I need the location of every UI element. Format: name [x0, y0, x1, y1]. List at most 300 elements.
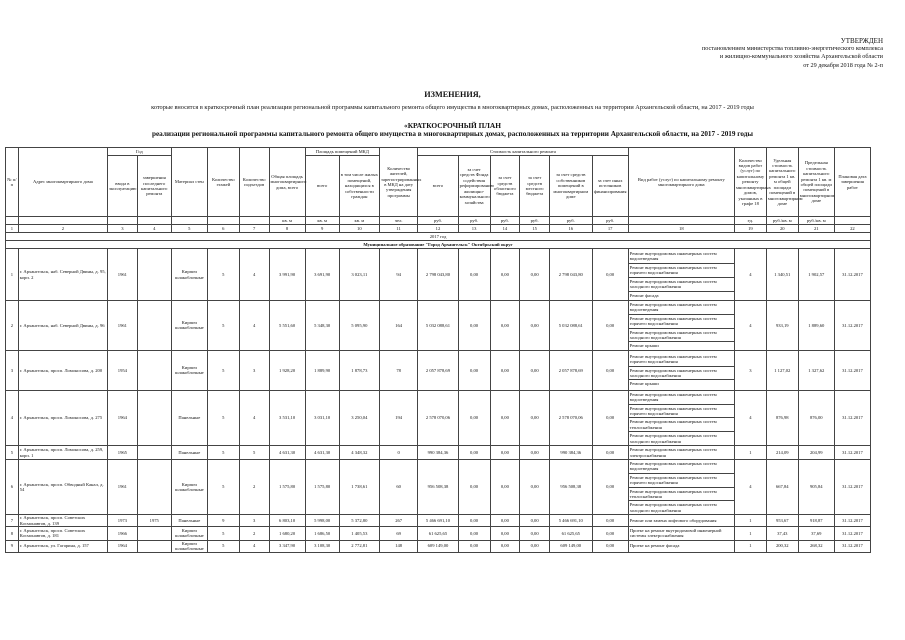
- work-item: Проект на ремонт фасада: [629, 543, 680, 549]
- cell-local: 0,00: [520, 540, 550, 552]
- cell-unit: 37,43: [766, 526, 798, 540]
- cell-date: 31.12.2017: [834, 249, 870, 301]
- cell-date: 31.12.2017: [834, 459, 870, 514]
- cell-unit: 1 127,02: [766, 350, 798, 390]
- table-body: [6, 249, 871, 553]
- cell-address: г. Архангельск, наб. Северной Двины, д. 96: [18, 301, 107, 351]
- work-item: Ремонт крыши: [629, 381, 659, 387]
- column-number: 16: [550, 225, 593, 233]
- cell-n: 1: [6, 249, 19, 301]
- cell-unit: 200,32: [766, 540, 798, 552]
- cell-people: 164: [380, 301, 418, 351]
- unit-cell: руб.: [458, 217, 490, 225]
- cell-local: 0,00: [520, 446, 550, 460]
- cell-date: 31.12.2017: [834, 446, 870, 460]
- cell-date: 31.12.2017: [834, 350, 870, 390]
- column-number: 2: [18, 225, 107, 233]
- cell-max: 37,69: [798, 526, 834, 540]
- cell-living: 1 738,61: [339, 459, 379, 514]
- cell-floors: 5: [207, 390, 239, 445]
- cell-floors: 5: [207, 446, 239, 460]
- unit-cell: чел.: [380, 217, 418, 225]
- approval-heading: УТВЕРЖДЕН: [840, 37, 883, 45]
- works-cell: [628, 301, 734, 351]
- works-cell: [628, 350, 734, 390]
- cell-owners: 5 466 691,10: [550, 515, 593, 527]
- column-number: 13: [458, 225, 490, 233]
- cell-fund: 0,00: [458, 459, 490, 514]
- cell-other: 0,00: [592, 459, 628, 514]
- cell-zav: [137, 249, 171, 301]
- header-entrances: Количество подъездов: [239, 148, 269, 217]
- cell-wc: 1: [734, 446, 766, 460]
- cell-all: 1 575,80: [305, 459, 339, 514]
- cell-fund: 0,00: [458, 249, 490, 301]
- cell-living: 5 095,90: [339, 301, 379, 351]
- cell-total: 1 575,80: [269, 459, 305, 514]
- cell-wc: 4: [734, 301, 766, 351]
- work-item: Ремонт внутридомовых инженерных систем водоотведения: [629, 391, 734, 405]
- cell-total: 3 531,10: [269, 390, 305, 445]
- cell-local: 0,00: [520, 526, 550, 540]
- work-item: Ремонт внутридомовых инженерных систем водоотведения: [629, 301, 734, 315]
- plan-title: «КРАТКОСРОЧНЫЙ ПЛАН: [404, 121, 501, 130]
- works-cell: [628, 446, 734, 460]
- work-item: Ремонт внутридомовых инженерных систем теплоснабжения: [629, 488, 734, 502]
- cell-floors: 5: [207, 540, 239, 552]
- cell-material: Кирпич шлакоблочные: [171, 350, 207, 390]
- table-row: [6, 390, 871, 445]
- header-residents: Количество жителей, зарегистрированных в МКД на дату утверждения программы: [380, 148, 418, 217]
- table-row: [6, 301, 871, 351]
- cell-people: 148: [380, 540, 418, 552]
- column-number: 18: [628, 225, 734, 233]
- cell-owners: 990 384,36: [550, 446, 593, 460]
- cell-other: 0,00: [592, 301, 628, 351]
- column-number: 6: [207, 225, 239, 233]
- header-cost-local: за счет средств местного бюджета: [520, 156, 550, 217]
- cell-region: 0,00: [490, 390, 520, 445]
- cell-cost: 5 466 691,10: [418, 515, 458, 527]
- work-item: Ремонт внутридомовых инженерных систем холодного водоснабжения: [629, 329, 734, 343]
- cell-n: 3: [6, 350, 19, 390]
- cell-material: Панельные: [171, 446, 207, 460]
- cell-zav: 1975: [137, 515, 171, 527]
- cell-people: 0: [380, 446, 418, 460]
- cell-all: 5 348,30: [305, 301, 339, 351]
- cell-total: 3 991,90: [269, 249, 305, 301]
- plan-table: [5, 147, 871, 553]
- cell-other: 0,00: [592, 446, 628, 460]
- cell-wc: 4: [734, 249, 766, 301]
- cell-other: 0,00: [592, 526, 628, 540]
- header-cost-total: всего: [418, 156, 458, 217]
- work-item: Ремонт внутридомовых инженерных систем горячего водоснабжения: [629, 405, 734, 419]
- cell-local: 0,00: [520, 459, 550, 514]
- cell-n: 6: [6, 459, 19, 514]
- unit-cell: руб.: [490, 217, 520, 225]
- table-row: [6, 540, 871, 552]
- cell-cost: 2 578 070,06: [418, 390, 458, 445]
- cell-local: 0,00: [520, 515, 550, 527]
- cell-date: 31.12.2017: [834, 301, 870, 351]
- cell-vvod: 1954: [108, 350, 138, 390]
- cell-max: 204,99: [798, 446, 834, 460]
- cell-unit: 933,19: [766, 301, 798, 351]
- column-number: 21: [798, 225, 834, 233]
- cell-all: 1 889,90: [305, 350, 339, 390]
- approval-line: от 29 декабря 2018 года № 2-п: [803, 61, 883, 69]
- plan-subtitle: реализации региональной программы капитального ремонта общего имущества в многоквартирных домах, расположенных на территории Архангельской области, на 2017 - 2019 годы: [151, 130, 753, 138]
- cell-address: г. Архангельск, просп. Ломоносова, д. 275: [18, 390, 107, 445]
- header-floors: Количество этажей: [207, 148, 239, 217]
- cell-entr: 4: [239, 301, 269, 351]
- cell-n: 8: [6, 526, 19, 540]
- cell-address: г. Архангельск, наб. Северной Двины, д. 95, корп. 2: [18, 249, 107, 301]
- cell-total: 1 928,20: [269, 350, 305, 390]
- cell-floors: 5: [207, 459, 239, 514]
- unit-cell: кв. м: [339, 217, 379, 225]
- cell-people: 60: [380, 459, 418, 514]
- works-cell: [628, 526, 734, 540]
- cell-vvod: 1961: [108, 249, 138, 301]
- work-item: Ремонт внутридомовых инженерных систем горячего водоснабжения: [629, 474, 734, 488]
- cell-max: 1 327,62: [798, 350, 834, 390]
- cell-region: 0,00: [490, 459, 520, 514]
- work-item: Ремонт внутридомовых инженерных систем горячего водоснабжения: [629, 264, 734, 278]
- cell-vvod: 1961: [108, 301, 138, 351]
- work-item: Ремонт внутридомовых инженерных систем водоотведения: [629, 250, 734, 264]
- cell-wc: 1: [734, 515, 766, 527]
- works-cell: [628, 390, 734, 445]
- work-item: Ремонт или замена лифтового оборудования: [629, 517, 717, 523]
- header-cost-other: за счет иных источников финансирования: [592, 156, 628, 217]
- cell-unit: 1 340,51: [766, 249, 798, 301]
- column-number: 9: [305, 225, 339, 233]
- cell-cost: 990 384,36: [418, 446, 458, 460]
- cell-living: 3 023,11: [339, 249, 379, 301]
- cell-vvod: 1961: [108, 459, 138, 514]
- document-subtitle: которые вносятся в краткосрочный план реализации региональной программы капитального ремонта общего имущества в многоквартирных домах, расположенных на территории Архангельской области, на 2017 - 2019 годы: [151, 104, 754, 111]
- cell-unit: 953,67: [766, 515, 798, 527]
- cell-total: 6 803,10: [269, 515, 305, 527]
- work-item: Ремонт внутридомовых инженерных систем холодного водоснабжения: [629, 502, 717, 513]
- unit-cell: руб./кв. м: [798, 217, 834, 225]
- cell-owners: 5 032 088,61: [550, 301, 593, 351]
- cell-wc: 1: [734, 526, 766, 540]
- unit-cell: руб.: [592, 217, 628, 225]
- document-title: ИЗМЕНЕНИЯ,: [424, 90, 481, 99]
- cell-fund: 0,00: [458, 526, 490, 540]
- column-number: 8: [269, 225, 305, 233]
- cell-all: 1 686,50: [305, 526, 339, 540]
- cell-floors: 9: [207, 515, 239, 527]
- cell-total: 4 631,30: [269, 446, 305, 460]
- works-cell: [628, 540, 734, 552]
- cell-people: 267: [380, 515, 418, 527]
- cell-region: 0,00: [490, 526, 520, 540]
- work-item: Ремонт внутридомовых инженерных систем электроснабжения: [629, 447, 717, 458]
- cell-max: 876,00: [798, 390, 834, 445]
- table-row: [6, 249, 871, 301]
- cell-region: 0,00: [490, 301, 520, 351]
- column-number: 14: [490, 225, 520, 233]
- year-row: 2017 год: [6, 233, 871, 241]
- header-unit-cost: Удельная стоимость капитального ремонта 1 кв. м общей площади помещений в многоквартирном доме: [766, 148, 798, 217]
- column-number: 17: [592, 225, 628, 233]
- cell-owners: 61 625,65: [550, 526, 593, 540]
- cell-cost: 5 032 088,61: [418, 301, 458, 351]
- approval-line: постановлением министерства топливно-энергетического комплекса: [701, 45, 883, 53]
- cell-floors: 5: [207, 301, 239, 351]
- cell-address: г. Архангельск, ул. Гагарина, д. 157: [18, 540, 107, 552]
- cell-date: 31.12.2017: [834, 390, 870, 445]
- header-works-count: Количество видов работ (услуг) по капитальному ремонту многоквартирных домов, указанных в графе 18: [734, 148, 766, 217]
- column-number: 3: [108, 225, 138, 233]
- header-num: № п/п: [6, 148, 19, 217]
- cell-fund: 0,00: [458, 390, 490, 445]
- cell-max: 1 902,57: [798, 249, 834, 301]
- cell-max: 1 889,60: [798, 301, 834, 351]
- cell-address: г. Архангельск, просп. Ломоносова, д. 259, корп. 1: [18, 446, 107, 460]
- works-cell: [628, 249, 734, 301]
- work-item: Ремонт фасада: [629, 292, 659, 298]
- cell-local: 0,00: [520, 390, 550, 445]
- cell-all: 5 998,00: [305, 515, 339, 527]
- cell-living: 4 348,32: [339, 446, 379, 460]
- cell-n: 9: [6, 540, 19, 552]
- cell-region: 0,00: [490, 249, 520, 301]
- column-number: 5: [171, 225, 207, 233]
- cell-all: 3 108,30: [305, 540, 339, 552]
- cell-wc: 4: [734, 390, 766, 445]
- cell-unit: 876,98: [766, 390, 798, 445]
- header-works: Вид работ (услуг) по капитальному ремонту многоквартирного дома: [628, 148, 734, 217]
- cell-wc: 1: [734, 540, 766, 552]
- cell-living: 1 878,73: [339, 350, 379, 390]
- table-row: [6, 350, 871, 390]
- cell-entr: 2: [239, 459, 269, 514]
- header-cost-group: Стоимость капитального ремонта: [418, 148, 628, 156]
- cell-material: Кирпич шлакоблочные: [171, 301, 207, 351]
- column-number: 22: [834, 225, 870, 233]
- works-cell: [628, 515, 734, 527]
- cell-total: 1 680,20: [269, 526, 305, 540]
- cell-zav: [137, 459, 171, 514]
- cell-unit: 214,09: [766, 446, 798, 460]
- cell-fund: 0,00: [458, 350, 490, 390]
- cell-entr: 5: [239, 446, 269, 460]
- cell-fund: 0,00: [458, 446, 490, 460]
- cell-people: 194: [380, 390, 418, 445]
- cell-material: Кирпич шлакоблочные: [171, 459, 207, 514]
- cell-address: г. Архангельск, просп. Обводный Канал, д. 54: [18, 459, 107, 514]
- header-zaversh: завершения последнего капитального ремонта: [137, 156, 171, 217]
- cell-date: 31.12.2017: [834, 526, 870, 540]
- cell-owners: 2 057 878,69: [550, 350, 593, 390]
- cell-entr: 3: [239, 515, 269, 527]
- cell-cost: 61 625,65: [418, 526, 458, 540]
- cell-living: 2 772,81: [339, 540, 379, 552]
- work-item: Ремонт крыши: [629, 343, 659, 349]
- cell-vvod: 1964: [108, 390, 138, 445]
- cell-address: г. Архангельск, просп. Советских Космонавтов, д. 139: [18, 515, 107, 527]
- cell-vvod: 1973: [108, 515, 138, 527]
- cell-vvod: 1964: [108, 540, 138, 552]
- unit-cell: руб.: [418, 217, 458, 225]
- cell-other: 0,00: [592, 540, 628, 552]
- approval-block: [702, 37, 883, 70]
- cell-total: 3 347,90: [269, 540, 305, 552]
- column-number: 20: [766, 225, 798, 233]
- cell-zav: [137, 390, 171, 445]
- work-item: Ремонт внутридомовых инженерных систем водоотведения: [629, 460, 734, 474]
- column-number: 15: [520, 225, 550, 233]
- column-number: 11: [380, 225, 418, 233]
- cell-entr: 4: [239, 390, 269, 445]
- column-number: 10: [339, 225, 379, 233]
- cell-max: 268,32: [798, 540, 834, 552]
- header-cost-owners: за счет средств собственников помещений в многоквартирном доме: [550, 156, 593, 217]
- municipality-row: Муниципальное образование "Город Архангельск" Октябрьский округ: [6, 241, 871, 249]
- cell-date: 31.12.2017: [834, 540, 870, 552]
- header-cost-region: за счет средств областного бюджета: [490, 156, 520, 217]
- cell-floors: 5: [207, 526, 239, 540]
- unit-cell: руб.: [550, 217, 593, 225]
- cell-cost: 2 798 043,80: [418, 249, 458, 301]
- cell-other: 0,00: [592, 515, 628, 527]
- cell-unit: 667,84: [766, 459, 798, 514]
- cell-owners: 2 578 070,06: [550, 390, 593, 445]
- cell-vvod: 1965: [108, 446, 138, 460]
- cell-n: 4: [6, 390, 19, 445]
- column-number: 7: [239, 225, 269, 233]
- cell-material: Кирпич шлакоблочные: [171, 540, 207, 552]
- header-deadline: Плановая дата завершения работ: [834, 148, 870, 217]
- approval-line: и жилищно-коммунального хозяйства Архангельской области: [719, 53, 883, 61]
- cell-owners: 2 798 043,80: [550, 249, 593, 301]
- cell-n: 2: [6, 301, 19, 351]
- cell-fund: 0,00: [458, 301, 490, 351]
- cell-wc: 4: [734, 459, 766, 514]
- works-cell: [628, 459, 734, 514]
- table-row: [6, 446, 871, 460]
- cell-region: 0,00: [490, 540, 520, 552]
- column-number: 1: [6, 225, 19, 233]
- cell-region: 0,00: [490, 515, 520, 527]
- table-row: [6, 459, 871, 514]
- header-cost-fund: за счет средств Фонда содействия реформированию жилищно-коммунального хозяйства: [458, 156, 490, 217]
- cell-cost: 609 149,00: [418, 540, 458, 552]
- cell-other: 0,00: [592, 390, 628, 445]
- cell-living: 3 250,04: [339, 390, 379, 445]
- cell-owners: 609 149,00: [550, 540, 593, 552]
- cell-zav: [137, 540, 171, 552]
- cell-people: 78: [380, 350, 418, 390]
- cell-living: 5 372,80: [339, 515, 379, 527]
- work-item: Ремонт внутридомовых инженерных систем горячего водоснабжения: [629, 353, 734, 367]
- cell-material: Кирпич шлакоблочные: [171, 249, 207, 301]
- cell-owners: 956 508,38: [550, 459, 593, 514]
- cell-region: 0,00: [490, 446, 520, 460]
- column-number: 19: [734, 225, 766, 233]
- header-material: Материал стен: [171, 148, 207, 217]
- cell-material: Панельные: [171, 515, 207, 527]
- table-row: [6, 515, 871, 527]
- cell-people: 69: [380, 526, 418, 540]
- cell-floors: 5: [207, 350, 239, 390]
- header-address: Адрес многоквартирного дома: [18, 148, 107, 217]
- header-max-cost: Предельная стоимость капитального ремонта 1 кв. м общей площади помещений в многоквартирном доме: [798, 148, 834, 217]
- work-item: Ремонт внутридомовых инженерных систем холодного водоснабжения: [629, 433, 717, 444]
- column-number: 4: [137, 225, 171, 233]
- cell-material: Панельные: [171, 390, 207, 445]
- work-item: Ремонт внутридомовых инженерных систем холодного водоснабжения: [629, 367, 734, 381]
- work-item: Ремонт внутридомовых инженерных систем холодного водоснабжения: [629, 278, 734, 292]
- header-vsego: всего: [305, 156, 339, 217]
- cell-cost: 2 057 878,69: [418, 350, 458, 390]
- work-item: Ремонт внутридомовых инженерных систем теплоснабжения: [629, 418, 734, 432]
- cell-all: 3 691,90: [305, 249, 339, 301]
- unit-cell: руб./кв. м: [766, 217, 798, 225]
- work-item: Ремонт внутридомовых инженерных систем горячего водоснабжения: [629, 315, 734, 329]
- cell-zav: [137, 526, 171, 540]
- column-numbers-row: [6, 225, 871, 233]
- cell-other: 0,00: [592, 350, 628, 390]
- unit-cell: кв. м: [305, 217, 339, 225]
- cell-entr: 3: [239, 350, 269, 390]
- header-total-area: Общая площадь многоквартирного дома, всего: [269, 148, 305, 217]
- cell-region: 0,00: [490, 350, 520, 390]
- cell-entr: 4: [239, 249, 269, 301]
- table-row: [6, 526, 871, 540]
- cell-address: г. Архангельск, просп. Ломоносова, д. 200: [18, 350, 107, 390]
- cell-local: 0,00: [520, 249, 550, 301]
- cell-date: 31.12.2017: [834, 515, 870, 527]
- cell-n: 7: [6, 515, 19, 527]
- units-row: [6, 217, 871, 225]
- unit-cell: ед.: [734, 217, 766, 225]
- cell-floors: 5: [207, 249, 239, 301]
- header-ploshad: Площадь помещений МКД: [305, 148, 379, 156]
- cell-vvod: 1966: [108, 526, 138, 540]
- cell-fund: 0,00: [458, 540, 490, 552]
- cell-entr: 2: [239, 526, 269, 540]
- cell-max: 905,84: [798, 459, 834, 514]
- cell-people: 94: [380, 249, 418, 301]
- cell-local: 0,00: [520, 301, 550, 351]
- unit-cell: кв. м: [269, 217, 305, 225]
- cell-all: 4 631,30: [305, 446, 339, 460]
- header-vvod: ввода в эксплуатацию: [108, 156, 138, 217]
- cell-entr: 4: [239, 540, 269, 552]
- cell-fund: 0,00: [458, 515, 490, 527]
- cell-all: 3 031,10: [305, 390, 339, 445]
- cell-wc: 3: [734, 350, 766, 390]
- header-living: в том числе жилых помещений, находящихся в собственности граждан: [339, 156, 379, 217]
- cell-n: 5: [6, 446, 19, 460]
- unit-cell: руб.: [520, 217, 550, 225]
- cell-cost: 956 508,38: [418, 459, 458, 514]
- cell-material: Кирпич шлакоблочные: [171, 526, 207, 540]
- header-god: Год: [108, 148, 172, 156]
- cell-total: 5 551,60: [269, 301, 305, 351]
- column-number: 12: [418, 225, 458, 233]
- cell-zav: [137, 446, 171, 460]
- cell-local: 0,00: [520, 350, 550, 390]
- work-item: Проект на ремонт внутридомовой инженерной системы электроснабжения: [629, 527, 722, 539]
- cell-other: 0,00: [592, 249, 628, 301]
